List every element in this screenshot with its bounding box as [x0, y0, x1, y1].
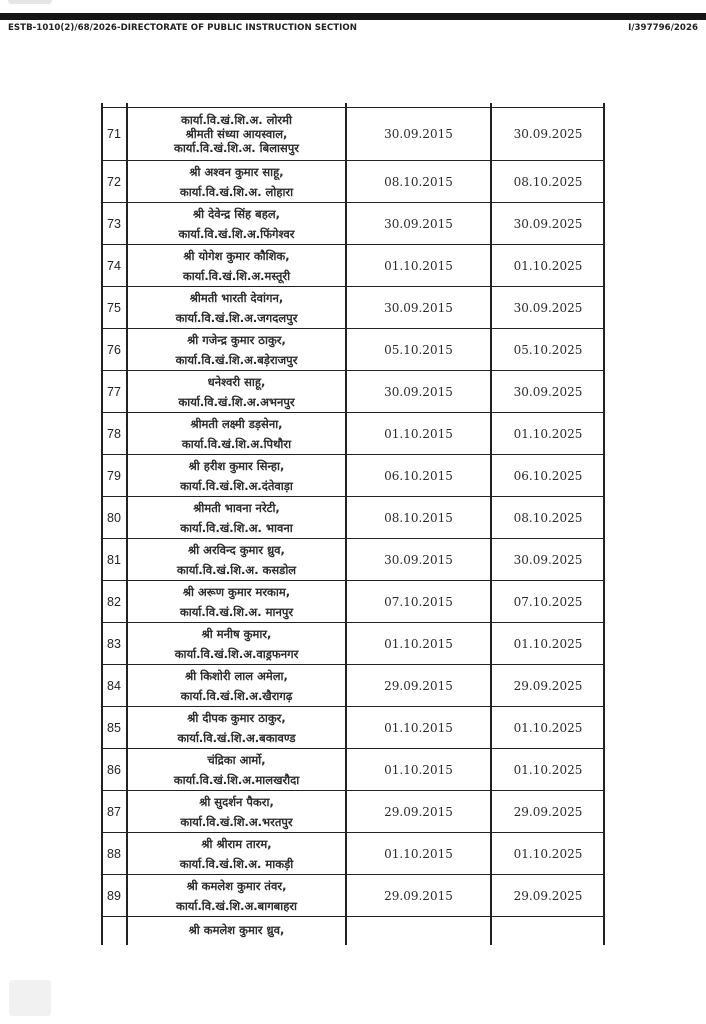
- date-2015: 30.09.2015: [384, 216, 453, 231]
- officer-name: श्री सुदर्शन पैकरा,: [199, 794, 274, 809]
- serial-number: 84: [107, 678, 121, 693]
- serial-number: 83: [107, 636, 121, 651]
- table-row: [101, 790, 605, 832]
- officer-name-cell: [127, 203, 346, 244]
- date-2025: 30.09.2025: [513, 216, 583, 231]
- officer-name-cell: [127, 497, 346, 538]
- table-row: [101, 496, 605, 538]
- date-2015: 01.10.2015: [384, 762, 453, 777]
- table-row: [101, 832, 605, 874]
- officer-name: श्रीमती भारती देवांगन,: [189, 290, 284, 305]
- table-row: [101, 538, 605, 580]
- date-2015: 01.10.2015: [384, 258, 453, 273]
- serial-number: 77: [107, 384, 121, 399]
- table-row: [101, 874, 605, 916]
- serial-number: 85: [107, 720, 121, 735]
- date-2025: 06.10.2025: [513, 468, 583, 483]
- date-2015: 07.10.2015: [384, 594, 453, 609]
- table-row: [101, 107, 605, 160]
- date-2025: 30.09.2025: [513, 300, 583, 315]
- serial-number: 81: [107, 552, 121, 567]
- officer-name-cell: [127, 623, 346, 664]
- date-2015: 01.10.2015: [384, 846, 453, 861]
- date-2015: 29.09.2015: [384, 888, 453, 903]
- date-2025: 01.10.2025: [513, 846, 583, 861]
- table-row: [101, 454, 605, 496]
- officer-name: धनेश्वरी साहू,: [207, 374, 266, 389]
- officer-name-cell: [127, 329, 346, 370]
- officer-name-cell: [127, 875, 346, 916]
- table-row: [101, 202, 605, 244]
- serial-number: 79: [107, 468, 121, 483]
- date-2025: 01.10.2025: [513, 426, 583, 441]
- date-2025: 30.09.2025: [513, 552, 583, 567]
- officer-name-cell: [127, 917, 346, 946]
- date-2015: 30.09.2015: [384, 384, 453, 399]
- table-row: [101, 664, 605, 706]
- office-name: कार्या.वि.खं.शि.अ. लोहारा: [179, 184, 294, 199]
- officer-name-cell: [127, 455, 346, 496]
- serial-number: 71: [107, 127, 121, 141]
- table-row-partial: [101, 916, 605, 946]
- date-2025: 01.10.2025: [513, 720, 583, 735]
- officer-name-cell: [127, 371, 346, 412]
- officer-name: श्रीमती भावना नरेटी,: [193, 500, 280, 515]
- table-row: [101, 160, 605, 202]
- serial-number: 73: [107, 216, 121, 231]
- date-2025: 08.10.2025: [513, 510, 583, 525]
- officer-name-cell: [127, 108, 346, 160]
- table-row: [101, 370, 605, 412]
- table-row: [101, 706, 605, 748]
- table-row: [101, 244, 605, 286]
- date-2015: 08.10.2015: [384, 174, 453, 189]
- date-2025: 07.10.2025: [513, 594, 583, 609]
- date-2025: 01.10.2025: [513, 636, 583, 651]
- table-row: [101, 622, 605, 664]
- serial-number: 74: [107, 258, 121, 273]
- date-2025: 08.10.2025: [513, 174, 583, 189]
- page-thumbnail[interactable]: [9, 980, 51, 1016]
- top-handle: [8, 0, 52, 4]
- officer-name-cell: [127, 791, 346, 832]
- serial-number: 86: [107, 762, 121, 777]
- office-name: कार्या.वि.खं.शि.अ.पिथौरा: [181, 436, 292, 451]
- serial-number: 76: [107, 342, 121, 357]
- officer-name-cell: [127, 413, 346, 454]
- officer-name: श्री मनीष कुमार,: [201, 626, 272, 641]
- serial-number: 89: [107, 888, 121, 903]
- serial-number: 75: [107, 300, 121, 315]
- date-2015: 01.10.2015: [384, 426, 453, 441]
- officer-name: श्री योगेश कुमार कौशिक,: [183, 248, 290, 263]
- office-name: कार्या.वि.खं.शि.अ.खैरागढ़: [180, 688, 293, 703]
- officer-name-cell: [127, 749, 346, 790]
- officer-name: श्रीमती लक्ष्मी डड़सेना,: [190, 416, 283, 431]
- table-row: [101, 580, 605, 622]
- officer-name: श्री हरीश कुमार सिन्हा,: [188, 458, 285, 473]
- office-name: कार्या.वि.खं.शि.अ.बड़ेराजपुर: [175, 352, 298, 367]
- officer-name: श्री श्रीराम तारम,: [201, 836, 272, 851]
- office-name: कार्या.वि.खं.शि.अ.वाड्रफनगर: [174, 646, 299, 661]
- serial-number: 78: [107, 426, 121, 441]
- office-name: कार्या.वि.खं.शि.अ.दंतेवाड़ा: [180, 478, 293, 493]
- file-reference-header: ESTB-1010(2)/68/2026-DIRECTORATE OF PUBLIC INSTRUCTION SECTION: [8, 23, 358, 33]
- date-2025: 30.09.2025: [513, 384, 583, 399]
- date-2025: 29.09.2025: [513, 804, 583, 819]
- office-name: कार्या.वि.खं.शि.अ.मालखरौदा: [173, 772, 300, 787]
- officer-name-cell: [127, 161, 346, 202]
- officer-name-cell: [127, 539, 346, 580]
- serial-number: 72: [107, 174, 121, 189]
- officer-name-cell: [127, 581, 346, 622]
- officer-name: श्री किशोरी लाल अमेला,: [185, 668, 288, 683]
- date-2015: 30.09.2015: [384, 127, 453, 141]
- overlapping-office-text: कार्या.वि.खं.शि.अ. लोरमी: [180, 113, 292, 127]
- date-2015: 30.09.2015: [384, 552, 453, 567]
- date-2015: 06.10.2015: [384, 468, 453, 483]
- date-2015: 29.09.2015: [384, 678, 453, 693]
- date-2025: 05.10.2025: [513, 342, 583, 357]
- date-2025: 01.10.2025: [513, 258, 583, 273]
- office-name: कार्या.वि.खं.शि.अ.फिंगेश्वर: [178, 226, 295, 241]
- date-2025: 29.09.2025: [513, 888, 583, 903]
- officer-name: श्री कमलेश कुमार तंवर,: [186, 878, 287, 893]
- office-name: कार्या.वि.खं.शि.अ.बकावण्ड: [177, 730, 296, 745]
- date-2015: 05.10.2015: [384, 342, 453, 357]
- serial-number: 87: [107, 804, 121, 819]
- officer-name: श्री गजेन्द्र कुमार ठाकुर,: [187, 332, 286, 347]
- officer-list-table: [101, 103, 605, 945]
- office-name: कार्या.वि.खं.शि.अ.अभनपुर: [178, 394, 295, 409]
- office-name: कार्या.वि.खं.शि.अ.मस्तूरी: [182, 268, 291, 283]
- table-row: [101, 286, 605, 328]
- officer-name-cell: [127, 833, 346, 874]
- table-row: [101, 328, 605, 370]
- officer-name-cell: [127, 665, 346, 706]
- officer-name: श्री अरविन्द कुमार ध्रुव,: [188, 542, 285, 557]
- officer-name-cell: [127, 287, 346, 328]
- officer-name: श्री देवेन्द्र सिंह बहल,: [193, 206, 280, 221]
- date-2015: 01.10.2015: [384, 636, 453, 651]
- office-name: कार्या.वि.खं.शि.अ. माकड़ी: [179, 856, 294, 871]
- officer-name-cell: [127, 245, 346, 286]
- date-2015: 30.09.2015: [384, 300, 453, 315]
- office-name: कार्या.वि.खं.शि.अ.भरतपुर: [180, 814, 293, 829]
- date-2025: 29.09.2025: [513, 678, 583, 693]
- document-top-bar: [0, 13, 706, 20]
- serial-number: 82: [107, 594, 121, 609]
- officer-name: चंद्रिका आर्मो,: [207, 752, 266, 767]
- office-name: कार्या.वि.खं.शि.अ. कसडोल: [176, 562, 297, 577]
- serial-number: 80: [107, 510, 121, 525]
- officer-name: श्री दीपक कुमार ठाकुर,: [187, 710, 286, 725]
- officer-name: श्री अश्वन कुमार साहू,: [189, 164, 284, 179]
- receipt-number-header: I/397796/2026: [628, 23, 698, 33]
- officer-name-cell: [127, 707, 346, 748]
- date-2015: 01.10.2015: [384, 720, 453, 735]
- office-name: कार्या.वि.खं.शि.अ. भावना: [180, 520, 293, 535]
- office-name: कार्या.वि.खं.शि.अ. मानपुर: [179, 604, 294, 619]
- office-name: कार्या.वि.खं.शि.अ.बागबाहरा: [175, 898, 298, 913]
- serial-number: 88: [107, 846, 121, 861]
- date-2015: 29.09.2015: [384, 804, 453, 819]
- office-name: कार्या.वि.खं.शि.अ. बिलासपुर: [174, 141, 299, 155]
- table-row: [101, 412, 605, 454]
- table-row: [101, 748, 605, 790]
- officer-name: श्री अरूण कुमार मरकाम,: [182, 584, 291, 599]
- date-2025: 01.10.2025: [513, 762, 583, 777]
- office-name: कार्या.वि.खं.शि.अ.जगदलपुर: [175, 310, 298, 325]
- officer-name: श्रीमती संध्या आयस्वाल,: [185, 127, 288, 141]
- date-2025: 30.09.2025: [513, 127, 583, 141]
- officer-name: श्री कमलेश कुमार ध्रुव,: [188, 923, 285, 937]
- date-2015: 08.10.2015: [384, 510, 453, 525]
